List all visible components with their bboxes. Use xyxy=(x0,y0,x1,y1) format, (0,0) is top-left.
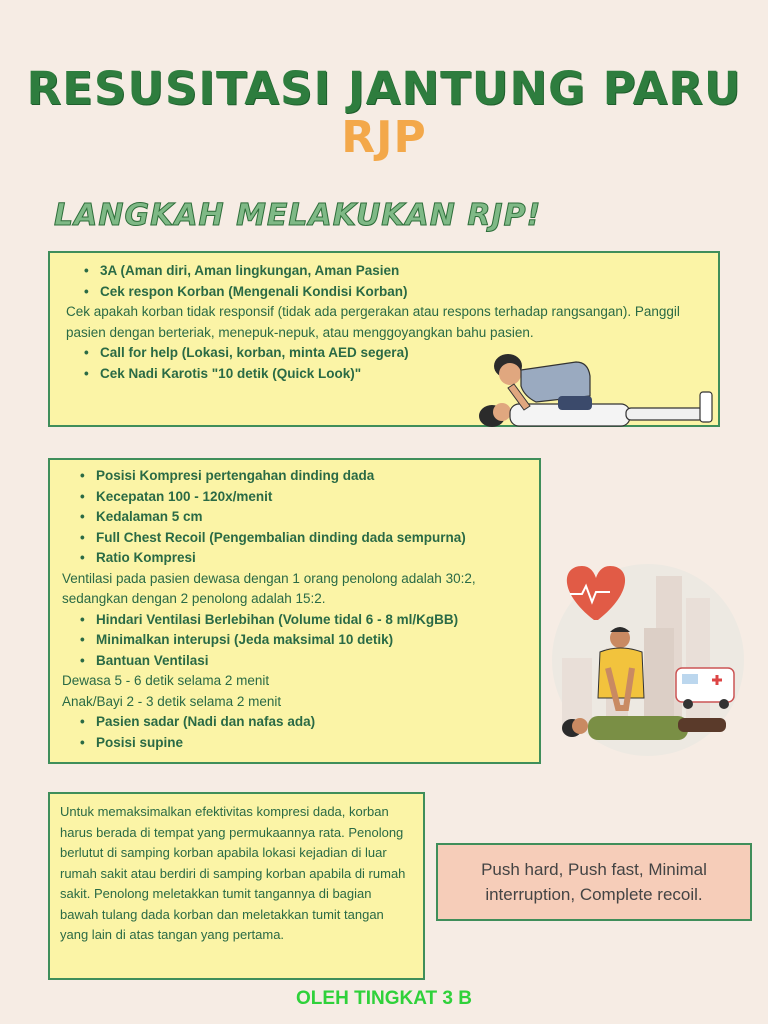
list-item: • Posisi supine xyxy=(80,733,527,754)
adult-ventilation-line: Dewasa 5 - 6 detik selama 2 menit xyxy=(62,673,270,688)
list-item: • Minimalkan interupsi (Jeda maksimal 10 detik) xyxy=(80,630,527,651)
list-item: • Cek Nadi Karotis "10 detik (Quick Look)" xyxy=(84,364,702,385)
author-footer: OLEH TINGKAT 3 B xyxy=(296,988,472,1009)
list-item: • Pasien sadar (Nadi dan nafas ada) xyxy=(80,712,527,733)
page-title: RESUSITASI JANTUNG PARU xyxy=(26,62,742,115)
cpr-scene-illustration xyxy=(548,548,748,768)
list-item: • Posisi Kompresi pertengahan dinding dada xyxy=(80,466,527,487)
ventilation-list xyxy=(62,610,527,672)
compression-list xyxy=(62,466,527,569)
list-item: • Hindari Ventilasi Berlebihan (Volume tidal 6 - 8 ml/KgBB) xyxy=(80,610,527,631)
list-item: • Call for help (Lokasi, korban, minta AED segera) xyxy=(84,343,702,364)
positioning-paragraph: Untuk memaksimalkan efektivitas kompresi dada, korban harus berada di tempat yang permukaannya rata. Penolong berlutut di samping korban apabila lokasi kejadian di luar rumah sakit atau berdiri di samping korban apabila di rumah sakit. Penolong meletakkan tumit tangannya di bagian bawah tulang dada korban dan meletakkan tumit tangan yang lain di atas tangan yang pertama. xyxy=(60,804,406,942)
list-item: • Cek respon Korban (Mengenali Kondisi Korban) xyxy=(84,282,702,303)
list-item: • Ratio Kompresi xyxy=(80,548,527,569)
patient-status-list xyxy=(62,712,527,753)
child-ventilation-line: Anak/Bayi 2 - 3 detik selama 2 menit xyxy=(62,693,282,709)
list-item: • Full Chest Recoil (Pengembalian dinding dada sempurna) xyxy=(80,528,527,549)
rescuer-checking-victim-illustration xyxy=(466,346,718,436)
steps-box-2 xyxy=(48,458,541,764)
steps-list-a xyxy=(66,261,702,302)
positioning-box xyxy=(48,792,425,980)
list-item: • Kedalaman 5 cm xyxy=(80,507,527,528)
ventilation-ratio-paragraph: Ventilasi pada pasien dewasa dengan 1 orang penolong adalah 30:2, sedangkan dengan 2 penolong adalah 15:2. xyxy=(62,570,476,606)
list-item: • 3A (Aman diri, Aman lingkungan, Aman Pasien xyxy=(84,261,702,282)
page-subtitle: RJP xyxy=(341,112,427,163)
cpr-principles-note xyxy=(436,843,752,921)
cpr-principles-text: Push hard, Push fast, Minimal interruption, Complete recoil. xyxy=(481,860,707,904)
list-item: • Kecepatan 100 - 120x/menit xyxy=(80,487,527,508)
section-heading: LANGKAH MELAKUKAN RJP! xyxy=(54,198,542,233)
response-check-paragraph: Cek apakah korban tidak responsif (tidak ada pergerakan atau respons terhadap rangsangan). Panggil pasien dengan berteriak, menepuk-nepuk, atau menggoyangkan bahu pasien. xyxy=(66,304,680,340)
list-item: • Bantuan Ventilasi xyxy=(80,651,527,672)
